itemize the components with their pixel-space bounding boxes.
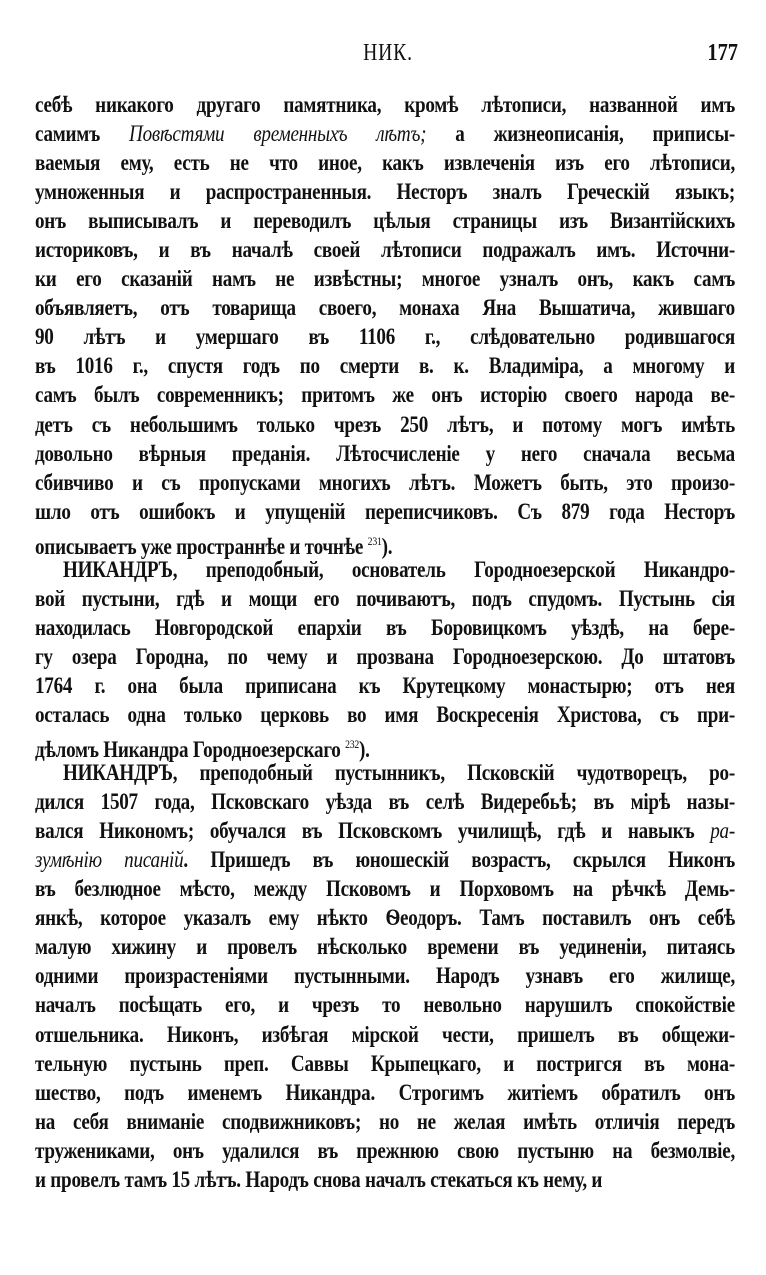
text-line (35, 411, 735, 440)
text-segment: тельную пустынь преп. Саввы Крыпецкаго, и постригся въ мона- (35, 1050, 735, 1077)
text-line (35, 614, 735, 643)
text-line (35, 875, 735, 904)
text-line (35, 1050, 735, 1079)
paragraph-nestor-continuation (35, 91, 735, 560)
text-line (35, 323, 735, 352)
text-line (35, 149, 735, 178)
text-line (35, 381, 735, 410)
text-line (35, 904, 735, 933)
italic-text: зумѣнію писаній (35, 847, 184, 874)
text-segment: историковъ, и въ началѣ своей лѣтописи подражалъ имъ. Источни- (35, 237, 735, 264)
paragraph-nikandr-pskovsky (35, 759, 735, 1195)
footnote-reference[interactable]: 232 (345, 737, 360, 752)
text-line (35, 440, 735, 469)
text-segment: шло отъ ошибокъ и упущеній переписчиковъ. Съ 879 года Несторъ (35, 498, 735, 525)
text-segment: НИКАНДРЪ, преподобный, основатель Городноезерской Никандро- (63, 556, 735, 583)
text-line (35, 1079, 735, 1108)
text-line (35, 498, 735, 527)
text-segment: началъ посѣщать его, и чрезъ то невольно нарушилъ спокойствіе (35, 992, 735, 1019)
text-line (35, 585, 735, 614)
text-line (35, 178, 735, 207)
text-segment: ки его сказаній намъ не извѣстны; многое узналъ онъ, какъ самъ (35, 266, 735, 293)
text-line (35, 701, 735, 730)
text-segment: на себя вниманіе сподвижниковъ; но не желая имѣть отличія передъ (35, 1108, 735, 1135)
text-segment: детъ съ небольшимъ только чрезъ 250 лѣтъ, и потому могъ имѣть (35, 411, 735, 438)
text-segment: отшельника. Никонъ, избѣгая мірской чести, пришелъ въ общежи- (35, 1021, 735, 1048)
text-segment: въ 1016 г., спустя годъ по смерти в. к. Владиміра, а многому и (35, 353, 735, 380)
text-segment: гу озера Городна, по чему и прозвана Городноезерскою. До штатовъ (35, 643, 735, 670)
text-line (35, 352, 735, 381)
text-segment: шество, подъ именемъ Никандра. Строгимъ житіемъ обратилъ онъ (35, 1079, 735, 1106)
page-header (38, 40, 738, 74)
text-line (35, 120, 735, 149)
text-segment: ). (359, 737, 370, 764)
text-line (35, 1137, 735, 1166)
footnote-reference[interactable]: 231 (367, 533, 382, 548)
text-line (35, 207, 735, 236)
text-segment: самъ былъ современникъ; притомъ же онъ исторію своего народа ве- (35, 382, 735, 409)
text-line (35, 643, 735, 672)
text-segment: и провелъ тамъ 15 лѣтъ. Народъ снова началъ стекаться къ нему, и (35, 1166, 603, 1193)
text-segment: ). (381, 533, 393, 560)
text-segment: малую хижину и провелъ нѣсколько времени въ уединеніи, питаясь (35, 934, 735, 961)
text-segment: объявляетъ, отъ товарища своего, монаха Яна Вышатича, жившаго (35, 295, 735, 322)
text-line (35, 469, 735, 498)
text-segment: НИКАНДРЪ, преподобный пустынникъ, Псковскій чудотворецъ, ро- (63, 760, 735, 787)
text-segment: одними произрастеніями пустынными. Народъ узнавъ его жилище, (35, 963, 735, 990)
text-segment: осталась одна только церковь во имя Воскресенія Христова, съ при- (35, 701, 735, 728)
text-segment: ваемыя ему, есть не что иное, какъ извлеченія изъ его лѣтописи, (35, 150, 735, 177)
italic-text: ра- (710, 818, 735, 845)
text-segment: довольно вѣрныя преданія. Лѣтосчисленіе у него сначала весьма (35, 440, 735, 467)
text-line (35, 730, 735, 764)
text-segment: умноженныя и распространенныя. Несторъ зналъ Греческій языкъ; (35, 179, 735, 206)
text-segment: янкѣ, которое указалъ ему нѣкто Ѳеодоръ. Тамъ поставилъ онъ себѣ (35, 905, 735, 932)
page-number: 177 (707, 40, 738, 66)
paragraph-nikandr-gorodnoezersky (35, 556, 735, 764)
text-line (35, 759, 735, 788)
text-segment: а жизнеописанія, приписы- (426, 121, 735, 148)
text-segment: тружениками, онъ удалился въ прежнюю свою пустыню на безмолвіе, (35, 1137, 735, 1164)
running-head: НИК. (363, 40, 413, 66)
body-text (35, 91, 735, 1195)
text-segment: дѣломъ Никандра Городноезерскаго (35, 737, 341, 764)
text-line (35, 962, 735, 991)
text-segment: вой пустыни, гдѣ и мощи его почиваютъ, подъ спудомъ. Пустынь сія (35, 585, 735, 612)
text-line (35, 1108, 735, 1137)
text-line (35, 265, 735, 294)
text-segment: . Пришедъ въ юношескій возрастъ, скрылся Никонъ (183, 847, 735, 874)
text-segment: себѣ никакого другаго памятника, кромѣ лѣтописи, названной имъ (35, 92, 735, 118)
text-line (35, 991, 735, 1020)
text-segment: 90 лѣтъ и умершаго въ 1106 г., слѣдовательно родившагося (35, 324, 735, 351)
text-segment: описываетъ уже пространнѣе и точнѣе (35, 533, 364, 560)
text-line (35, 788, 735, 817)
text-segment: онъ выписывалъ и переводилъ цѣлыя страницы изъ Византійскихъ (35, 208, 735, 235)
text-line (35, 236, 735, 265)
text-line (35, 1166, 735, 1195)
text-segment: находилась Новгородской епархіи въ Боровицкомъ уѣздѣ, на бере- (35, 614, 735, 641)
text-line (35, 556, 735, 585)
text-segment: самимъ (35, 121, 130, 148)
text-line (35, 933, 735, 962)
text-segment: вался Никономъ; обучался въ Псковскомъ училищѣ, гдѣ и навыкъ (35, 818, 711, 845)
text-line (35, 91, 735, 120)
text-line (35, 817, 735, 846)
text-line (35, 294, 735, 323)
text-line (35, 846, 735, 875)
text-segment: въ безлюдное мѣсто, между Псковомъ и Порховомъ на рѣчкѣ Демь- (35, 876, 735, 903)
text-segment: сбивчиво и съ пропусками многихъ лѣтъ. Можетъ быть, это произо- (35, 469, 735, 496)
text-segment: дился 1507 года, Псковскаго уѣзда въ селѣ Видеребьѣ; въ мірѣ назы- (35, 789, 735, 816)
text-line (35, 1021, 735, 1050)
text-segment: 1764 г. она была приписана къ Крутецкому монастырю; отъ нея (35, 672, 735, 699)
text-line (35, 672, 735, 701)
italic-text: Повѣстями временныхъ лѣтъ; (129, 121, 427, 148)
text-line (35, 527, 735, 560)
